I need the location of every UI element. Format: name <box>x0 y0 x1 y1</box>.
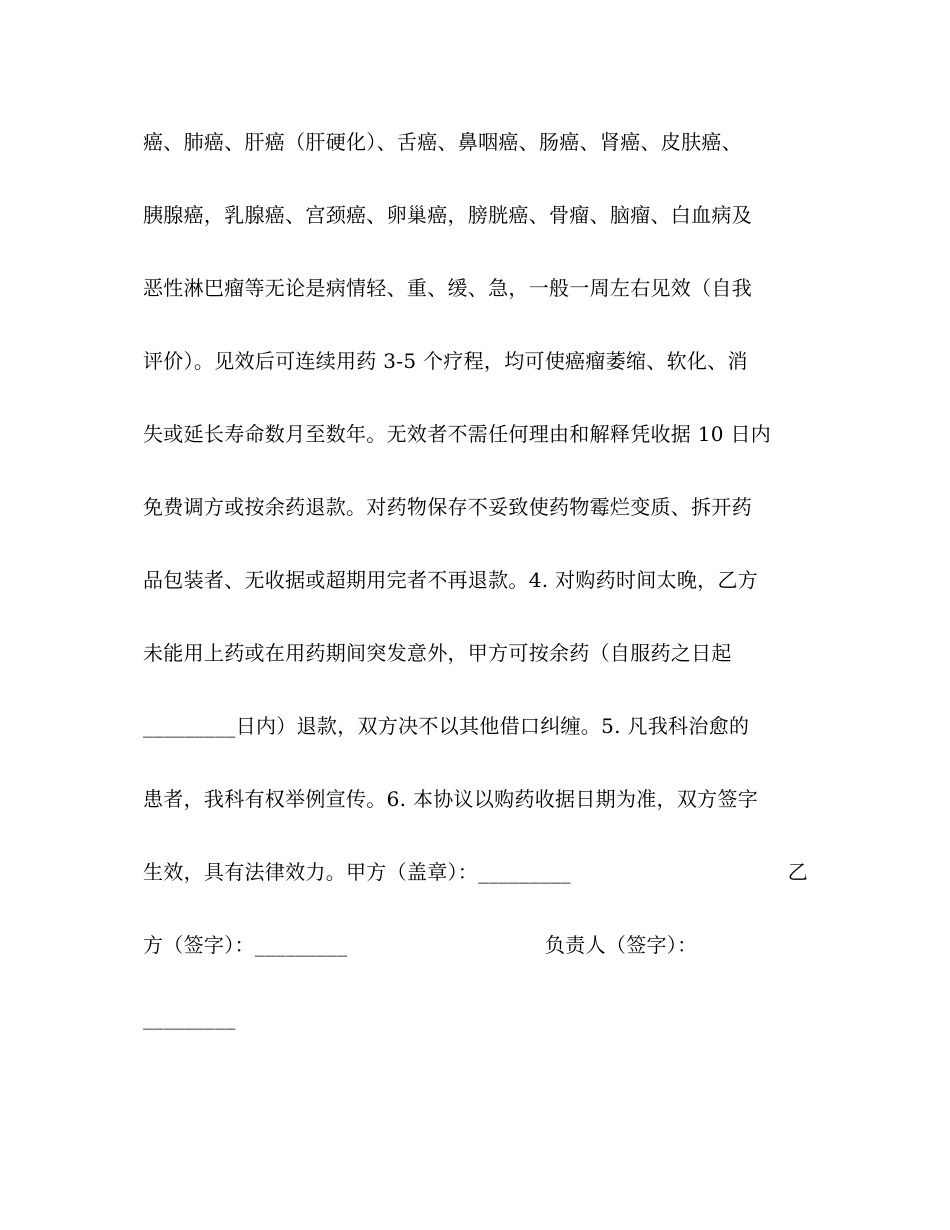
body-text-line: 未能用上药或在用药期间突发意外，甲方可按余药（自服药之日起 <box>143 641 732 665</box>
body-text-line: 品包装者、无收据或超期用完者不再退款。4. 对购药时间太晚，乙方 <box>143 568 759 592</box>
body-text-line: 失或延长寿命数月至数年。无效者不需任何理由和解释凭收据 10 日内 <box>143 422 772 446</box>
signature-line-party-b <box>143 925 808 965</box>
party-b-signature-field: 方（签字）：_________ <box>143 933 348 957</box>
body-text-line: 恶性淋巴瘤等无论是病情轻、重、缓、急，一般一周左右见效（自我 <box>143 276 752 300</box>
body-text-line: 评价）。见效后可连续用药 3-5 个疗程，均可使癌瘤萎缩、软化、消 <box>143 349 748 373</box>
signature-line-party-a <box>143 852 808 892</box>
responsible-person-signature-blank: _________ <box>143 1006 236 1030</box>
body-text-line: 胰腺癌，乳腺癌、宫颈癌、卵巢癌，膀胱癌、骨瘤、脑瘤、白血病及 <box>143 203 752 227</box>
body-text-line: 免费调方或按余药退款。对药物保存不妥致使药物霉烂变质、拆开药 <box>143 495 752 519</box>
responsible-person-label: 负责人（签字）： <box>545 933 698 957</box>
body-text-line: _________日内）退款，双方决不以其他借口纠缠。5. 凡我科治愈的 <box>143 714 750 738</box>
party-a-seal-field: 生效，具有法律效力。甲方（盖章）：_________ <box>143 860 571 884</box>
party-b-label-start: 乙 <box>787 860 808 884</box>
body-text-line: 患者，我科有权举例宣传。6. 本协议以购药收据日期为准，双方签字 <box>143 787 759 811</box>
body-text-line: 癌、肺癌、肝癌（肝硬化）、舌癌、鼻咽癌、肠癌、肾癌、皮肤癌、 <box>143 130 742 154</box>
